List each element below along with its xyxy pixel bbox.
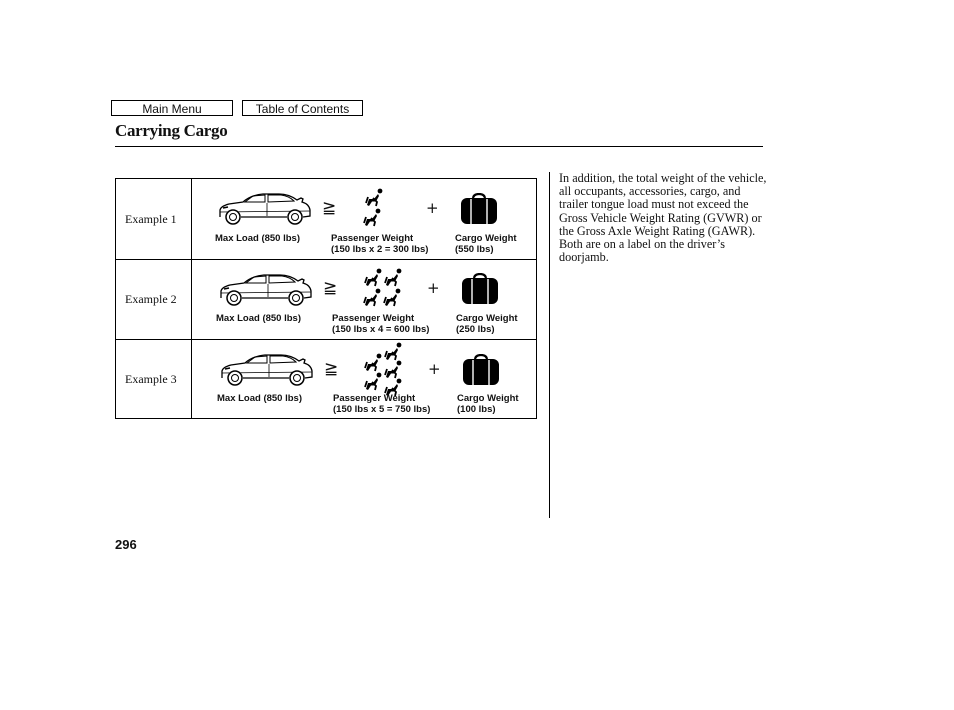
plus-symbol: + (426, 199, 439, 217)
body-paragraph: In addition, the total weight of the vehicle, all occupants, accessories, cargo, and trailer tongue load must not exceed the Gross Vehicle Weight Rating (GVWR) or the Gross Axle Weight Rating (GAWR). Both are on a label on the driver’s doorjamb. (559, 171, 767, 265)
passenger-weight-calc: (150 lbs x 2 = 300 lbs) (331, 244, 429, 255)
cargo-weight-title: Cargo Weight (457, 393, 519, 404)
example-label: Example 3 (125, 372, 177, 386)
example-label: Example 2 (125, 292, 177, 306)
main-menu-button[interactable]: Main Menu (111, 100, 233, 116)
passenger-seat-icon (383, 288, 403, 308)
cargo-weight-value: (250 lbs) (456, 324, 495, 335)
page-number: 296 (115, 537, 137, 552)
cargo-weight-title: Cargo Weight (455, 233, 517, 244)
passenger-seat-icon (384, 360, 404, 380)
passenger-weight-caption (332, 313, 429, 335)
example-label-cell (116, 259, 192, 339)
cargo-weight-value: (100 lbs) (457, 404, 496, 415)
cargo-bag-icon (460, 193, 498, 225)
passenger-seat-icon (365, 188, 385, 208)
passenger-weight-calc: (150 lbs x 5 = 750 lbs) (333, 404, 431, 415)
car-icon (219, 351, 315, 387)
passenger-weight-title: Passenger Weight (331, 233, 414, 244)
example-row-3 (116, 339, 536, 419)
passenger-weight-title: Passenger Weight (332, 313, 415, 324)
example-row-1 (116, 179, 536, 260)
passenger-seat-icon (364, 372, 384, 392)
column-divider (549, 172, 550, 518)
passenger-seat-icon (363, 288, 383, 308)
plus-symbol: + (427, 279, 440, 297)
greater-equal-symbol: ≧ (323, 278, 338, 298)
example-label: Example 1 (125, 212, 177, 226)
passenger-seat-icon (364, 353, 384, 373)
cargo-weight-caption (457, 393, 519, 415)
cargo-bag-icon (461, 273, 499, 305)
example-row-2 (116, 259, 536, 340)
passenger-weight-title: Passenger Weight (333, 393, 416, 404)
greater-equal-symbol: ≧ (324, 359, 339, 379)
car-icon (218, 271, 314, 307)
table-of-contents-button[interactable]: Table of Contents (242, 100, 363, 116)
passenger-seat-icon (363, 208, 383, 228)
cargo-weight-caption (456, 313, 518, 335)
max-load-caption: Max Load (850 lbs) (215, 233, 300, 244)
car-icon (217, 190, 313, 226)
example-label-cell (116, 179, 192, 259)
cargo-bag-icon (462, 354, 500, 386)
passenger-weight-caption (331, 233, 428, 255)
example-label-cell (116, 339, 192, 419)
plus-symbol: + (428, 360, 441, 378)
cargo-weight-value: (550 lbs) (455, 244, 494, 255)
cargo-weight-caption (455, 233, 517, 255)
passenger-seat-icon (384, 342, 404, 362)
page-title: Carrying Cargo (115, 121, 228, 140)
greater-equal-symbol: ≧ (322, 198, 337, 218)
max-load-caption: Max Load (850 lbs) (217, 393, 302, 404)
title-divider (115, 146, 763, 147)
examples-table (115, 178, 537, 419)
passenger-seat-icon (364, 268, 384, 288)
passenger-seat-icon (384, 268, 404, 288)
max-load-caption: Max Load (850 lbs) (216, 313, 301, 324)
passenger-weight-calc: (150 lbs x 4 = 600 lbs) (332, 324, 430, 335)
cargo-weight-title: Cargo Weight (456, 313, 518, 324)
passenger-weight-caption (333, 393, 430, 415)
